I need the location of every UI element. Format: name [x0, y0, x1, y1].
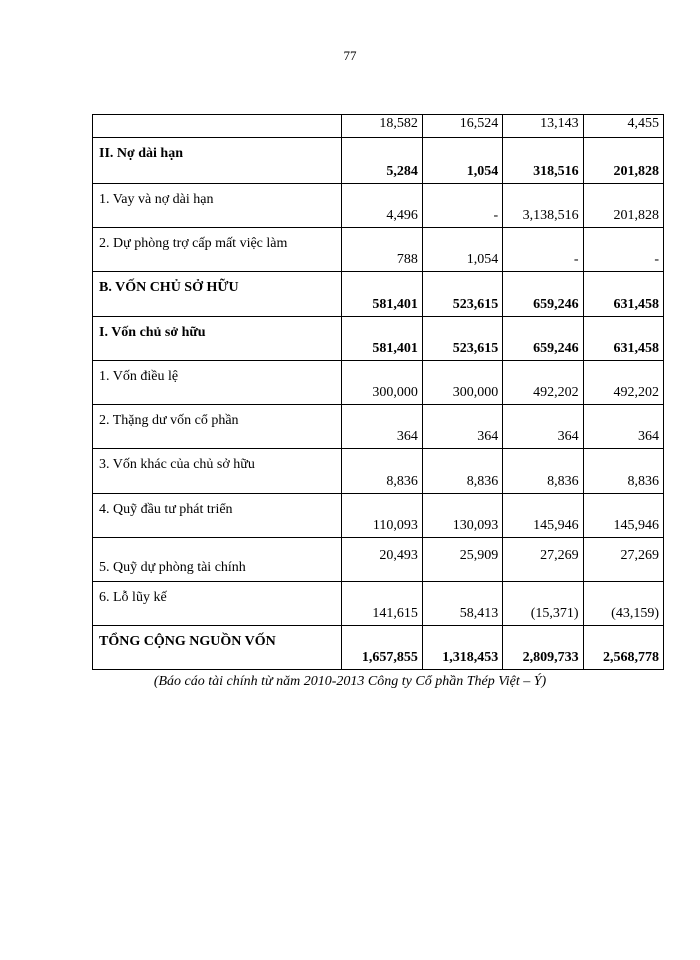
cell-value: 523,615: [422, 272, 502, 317]
row-label: 3. Vốn khác của chủ sở hữu: [93, 449, 342, 494]
cell-value: 364: [342, 405, 422, 449]
row-label: 6. Lỗ lũy kế: [93, 582, 342, 626]
cell-value: 2,568,778: [583, 626, 663, 670]
cell-value: 4,496: [342, 184, 422, 228]
cell-value: 16,524: [422, 115, 502, 138]
row-label: 1. Vốn điều lệ: [93, 361, 342, 405]
cell-value: 27,269: [583, 538, 663, 582]
table-row: [93, 317, 664, 361]
row-label: 2. Thặng dư vốn cổ phần: [93, 405, 342, 449]
table-row: [93, 272, 664, 317]
cell-value: 1,318,453: [422, 626, 502, 670]
cell-value: (15,371): [503, 582, 583, 626]
cell-value: 1,657,855: [342, 626, 422, 670]
cell-value: 788: [342, 228, 422, 272]
financial-table: [92, 114, 664, 670]
cell-value: 300,000: [342, 361, 422, 405]
cell-value: 523,615: [422, 317, 502, 361]
table-row: [93, 449, 664, 494]
table-row: [93, 582, 664, 626]
cell-value: 492,202: [583, 361, 663, 405]
table-row: [93, 228, 664, 272]
cell-value: 8,836: [342, 449, 422, 494]
cell-value: 318,516: [503, 138, 583, 184]
row-label: I. Vốn chủ sở hữu: [93, 317, 342, 361]
cell-value: 659,246: [503, 317, 583, 361]
cell-value: 492,202: [503, 361, 583, 405]
cell-value: 27,269: [503, 538, 583, 582]
row-label: [93, 115, 342, 138]
page-number: 77: [343, 48, 357, 63]
cell-value: 141,615: [342, 582, 422, 626]
cell-value: 659,246: [503, 272, 583, 317]
row-label: 2. Dự phòng trợ cấp mất việc làm: [93, 228, 342, 272]
table-row: [93, 361, 664, 405]
cell-value: 145,946: [503, 494, 583, 538]
cell-value: 8,836: [583, 449, 663, 494]
cell-value: 364: [422, 405, 502, 449]
cell-value: -: [583, 228, 663, 272]
table-row: [93, 184, 664, 228]
cell-value: 25,909: [422, 538, 502, 582]
cell-value: 364: [503, 405, 583, 449]
cell-value: 2,809,733: [503, 626, 583, 670]
cell-value: 1,054: [422, 138, 502, 184]
cell-value: -: [503, 228, 583, 272]
cell-value: 58,413: [422, 582, 502, 626]
cell-value: 18,582: [342, 115, 422, 138]
cell-value: 201,828: [583, 138, 663, 184]
cell-value: 631,458: [583, 272, 663, 317]
table-row: [93, 494, 664, 538]
cell-value: 1,054: [422, 228, 502, 272]
cell-value: (43,159): [583, 582, 663, 626]
cell-value: 631,458: [583, 317, 663, 361]
row-label: 4. Quỹ đầu tư phát triển: [93, 494, 342, 538]
cell-value: 581,401: [342, 317, 422, 361]
cell-value: 3,138,516: [503, 184, 583, 228]
row-label: TỔNG CỘNG NGUỒN VỐN: [93, 626, 342, 670]
row-label: 5. Quỹ dự phòng tài chính: [93, 538, 342, 582]
cell-value: 4,455: [583, 115, 663, 138]
row-label: II. Nợ dài hạn: [93, 138, 342, 184]
table-row: [93, 405, 664, 449]
financial-table-body: [93, 115, 664, 670]
cell-value: 201,828: [583, 184, 663, 228]
cell-value: 8,836: [503, 449, 583, 494]
cell-value: 145,946: [583, 494, 663, 538]
table-row: [93, 115, 664, 138]
cell-value: 8,836: [422, 449, 502, 494]
row-label: 1. Vay và nợ dài hạn: [93, 184, 342, 228]
cell-value: 300,000: [422, 361, 502, 405]
row-label: B. VỐN CHỦ SỞ HỮU: [93, 272, 342, 317]
table-row: [93, 538, 664, 582]
source-note: (Báo cáo tài chính từ năm 2010-2013 Công ty Cổ phần Thép Việt – Ý): [153, 674, 547, 689]
table-row: [93, 626, 664, 670]
table-row: [93, 138, 664, 184]
cell-value: 581,401: [342, 272, 422, 317]
cell-value: 5,284: [342, 138, 422, 184]
cell-value: 130,093: [422, 494, 502, 538]
cell-value: 20,493: [342, 538, 422, 582]
cell-value: -: [422, 184, 502, 228]
cell-value: 110,093: [342, 494, 422, 538]
cell-value: 13,143: [503, 115, 583, 138]
cell-value: 364: [583, 405, 663, 449]
